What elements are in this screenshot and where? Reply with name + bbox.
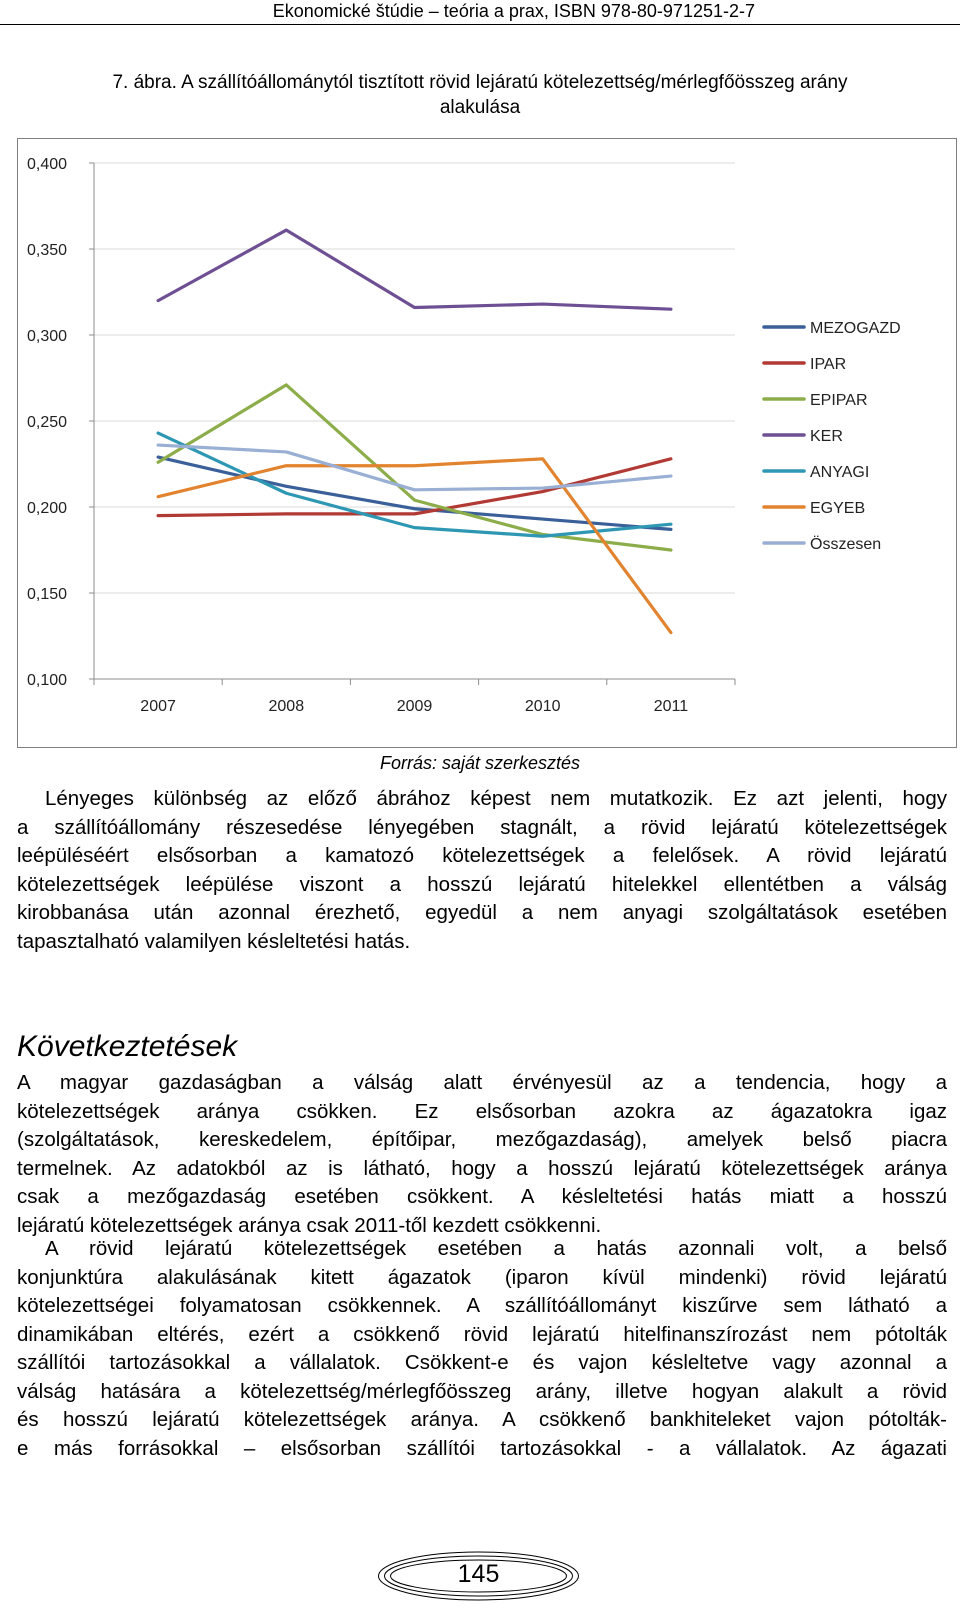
y-tick-label: 0,200	[27, 500, 68, 517]
legend-label: MEZOGAZD	[810, 320, 901, 337]
section-title: Következtetések	[17, 1030, 238, 1063]
text-line: válság hatására a kötelezettség/mérlegfőösszeg arány, illetve hogyan alakult a rövid	[17, 1379, 947, 1403]
y-tick-label: 0,250	[27, 414, 68, 431]
series-line-egyeb	[158, 459, 671, 633]
series-line-ker	[158, 230, 671, 309]
text-line: termelnek. Az adatokból az is látható, hogy a hosszú lejáratú kötelezettségek aránya	[17, 1156, 947, 1180]
x-tick-label: 2011	[653, 698, 689, 715]
figure-caption-line-2: alakulása	[439, 97, 521, 118]
paragraph-2	[17, 1069, 947, 1240]
legend-label: ANYAGI	[810, 464, 870, 481]
legend-label: Összesen	[810, 536, 882, 553]
y-tick-label: 0,300	[27, 328, 68, 345]
legend-label: IPAR	[810, 356, 847, 373]
x-tick-label: 2010	[524, 698, 561, 715]
text-line: a szállítóállomány részesedése lényegében stagnált, a rövid lejáratú kötelezettségek	[17, 815, 947, 839]
text-line: kötelezettségei folyamatosan csökkennek. A szállítóállományt kiszűrve sem látható a	[17, 1294, 947, 1317]
running-header	[0, 0, 960, 25]
legend-label: EGYEB	[810, 500, 866, 517]
text-line: dinamikában eltérés, ezért a csökkenő rövid lejáratú hitelfinanszírozást nem pótolták	[17, 1322, 947, 1346]
running-title: Ekonomické štúdie – teória a prax, ISBN 978-80-971251-2-7	[272, 1, 755, 21]
y-tick-label: 0,350	[27, 242, 68, 259]
text-line: csak a mezőgazdaság esetében csökkent. A késleltetési hatás miatt a hosszú	[17, 1185, 947, 1208]
x-tick-label: 2007	[140, 698, 176, 715]
page-number: 145	[457, 1560, 500, 1588]
y-tick-label: 0,400	[27, 156, 68, 173]
text-line: Lényeges különbség az előző ábrához képest nem mutatkozik. Ez azt jelenti, hogy	[45, 787, 947, 810]
text-line: (szolgáltatások, kereskedelem, építőipar, mezőgazdaság), amelyek belső piacra	[17, 1128, 947, 1151]
y-tick-label: 0,100	[27, 672, 68, 689]
figure-source: Forrás: saját szerkesztés	[379, 753, 581, 773]
line-chart	[17, 145, 954, 746]
text-line: szállítói tartozásokkal a vállalatok. Csökkent-e és vajon késleltetve vagy azonnal a	[17, 1351, 947, 1374]
paragraph-3	[17, 1235, 947, 1463]
text-line: kirobbanása után azonnal érezhető, egyedül a nem anyagi szolgáltatások esetében	[17, 901, 947, 924]
figure-caption	[40, 70, 920, 120]
text-line: A rövid lejáratú kötelezettségek esetében a hatás azonnali volt, a belső	[45, 1237, 947, 1260]
x-tick-label: 2008	[268, 698, 305, 715]
y-tick-label: 0,150	[27, 586, 68, 603]
text-line: konjunktúra alakulásának kitett ágazatok (iparon kívül mindenki) rövid lejáratú	[17, 1265, 947, 1289]
paragraph-1	[17, 785, 947, 956]
text-line: A magyar gazdaságban a válság alatt érvényesül az a tendencia, hogy a	[17, 1071, 947, 1094]
page-number-badge	[376, 1550, 581, 1602]
text-line: lejáratú kötelezettségek aránya csak 2011-től kezdett csökkenni.	[17, 1213, 602, 1237]
text-line: kötelezettségek leépülése viszont a hosszú lejáratú hitelekkel ellentétben a válság	[17, 872, 947, 896]
legend-label: KER	[810, 428, 843, 445]
text-line: tapasztalható valamilyen késleltetési hatás.	[17, 929, 411, 953]
text-line: leépüléséért elsősorban a kamatozó kötelezettségek a felelősek. A rövid lejáratú	[17, 844, 947, 867]
legend-label: EPIPAR	[810, 392, 868, 409]
x-tick-label: 2009	[396, 698, 433, 715]
figure-caption-line-1: 7. ábra. A szállítóállománytól tisztított rövid lejáratú kötelezettség/mérlegfőösszeg arány	[112, 72, 848, 93]
text-line: kötelezettségek aránya csökken. Ez elsősorban azokra az ágazatokra igaz	[17, 1099, 947, 1123]
text-line: és hosszú lejáratú kötelezettségek aránya. A csökkenő bankhiteleket vajon pótolták-	[17, 1408, 947, 1431]
text-line: e más forrásokkal – elsősorban szállítói tartozásokkal - a vállalatok. Az ágazati	[17, 1436, 947, 1460]
